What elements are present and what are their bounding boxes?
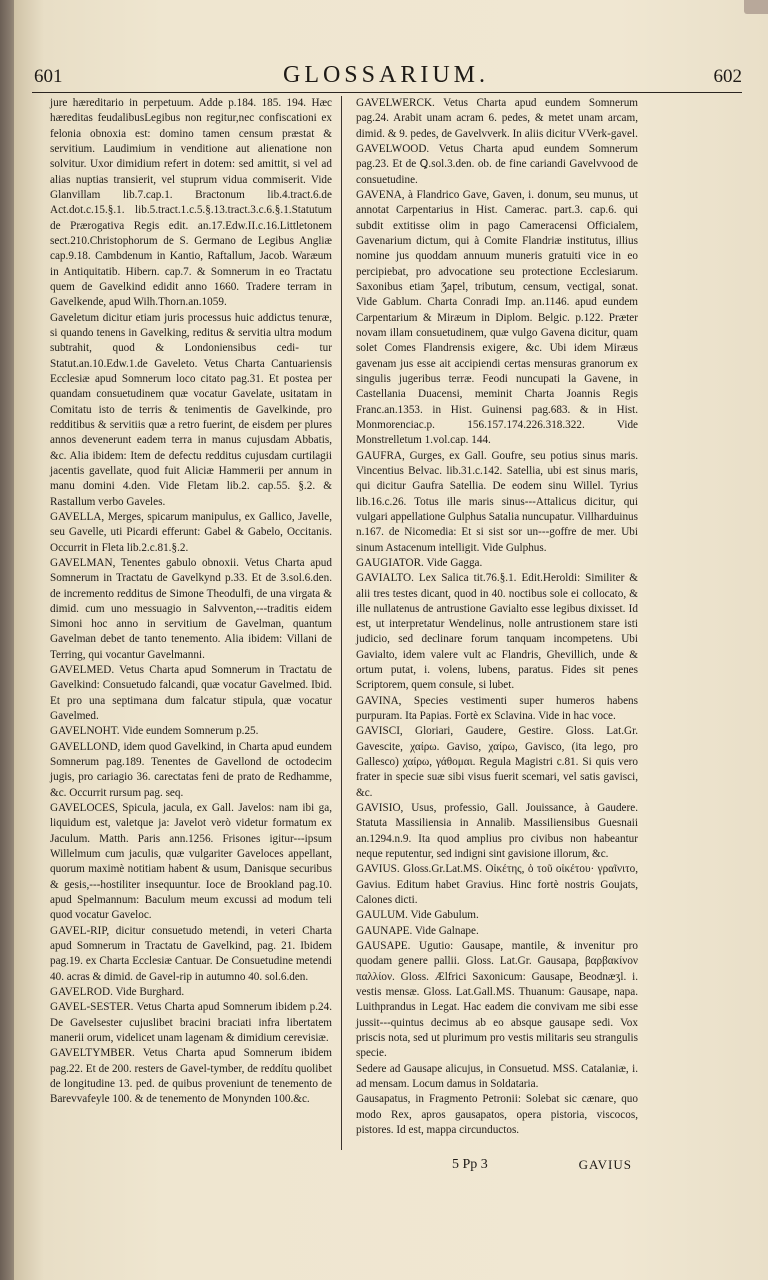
page-header [30, 62, 742, 92]
entry-gavina: GAVINA, Species vestimenti super humeros habens purpuram. Ita Papias. Fortè ex Sclavina. Vide in hac voce. [356, 694, 638, 723]
entry-gavius: GAVIUS. Gloss.Gr.Lat.MS. Οἰκέτης, ὁ τοῦ οἰκέτου· γραῖνιτο, Gavius. Editum habet Gravius. Hinc fortè nostris Goujats, Calones dicti. [356, 863, 638, 907]
left-column [50, 96, 332, 1108]
entry-gaunape: GAUNAPE. Vide Galnape. [356, 924, 479, 937]
column-divider [341, 96, 342, 1150]
entry-gaveletum: Gaveletum dicitur etiam juris processus huic addictus tenuræ, si quando tenens in Gavelking, reditus & servitia ultra modum subtrahit, quod & Londoniensibus cedi- tur Statut.an.10.Edw.1.de Gaveleto. Vetus Charta Cantuariensis Ecclesiæ apud Somnerum loco citato pag.31. Et postea per quandam consuetudinem quæ vocatur Gavelate, usitatam in Comitatu isto de terris & tenimentis de Gavelkinde, pro redditibus & servitiis quæ a retro fuerint, de eisdem per plures annos devenerunt eadem terra in manus cujusdam Abbatis, &c. Alia ibidem: Item de defectu redditus cujusdam curtilagii jacentis gavellate, quod fuit Aliciæ Hammerii per annum in manu domini 4.den. Vide Fletam lib.2. cap.55. §.2. & Rastallum verbo Gaveles. [50, 311, 332, 508]
entry-sedere-ad-gausape: Sedere ad Gausape alicujus, in Consuetud. MSS. Catalaniæ, i. ad mensam. Locum damus in Soldataria. [356, 1062, 638, 1090]
header-rule [32, 92, 742, 93]
left-page-number: 601 [34, 66, 63, 87]
right-page-number: 602 [713, 66, 742, 87]
page-footer [356, 1157, 632, 1177]
entry-gausapatus: Gausapatus, in Fragmento Petronii: Solebat sic cænare, quo modo Rex, apros gausapatos, opera pistoria, viscocos, pistores. Id est, mappa circunductos. [356, 1093, 638, 1136]
entry-gaugiator: GAUGIATOR. Vide Gagga. [356, 556, 483, 569]
catchword: GAVIUS [578, 1157, 632, 1172]
entry-gavisci: GAVISCI, Gloriari, Gaudere, Gestire. Gloss. Lat.Gr. Gavescite, χαίρω. Gaviso, χαίρω, Gavisco, (ita lego, pro Gallesco) χαίρω, γάθομαι. Regula Magistri c.81. Si quis vero frater in specie suæ sibi visus fuerit scemari, vel satis gavisci, &c. [356, 725, 638, 799]
page-tab [744, 0, 768, 14]
entry-gausape: GAUSAPE. Ugutio: Gausape, mantile, & invenitur pro quodam genere pallii. Gloss. Lat.Gr. Gausapa, βαρβακίνον παλλίον. Gloss. Ælfrici Saxonicum: Gausape, Beodnæʒl. i. vestis mensæ. Gloss. Lat.Gall.MS. Thuanum: Gausape, napa. Luithprandus in Legat. Hac eadem die convivam me sibi esse jussit---quintus decimus ab eo absque gausape sedi. Vox priscis nota, sed ut plurimum pro vestis militaris seu strangulis specie. [356, 940, 638, 1060]
entry-gavelwerck: GAVELWERCK. Vetus Charta apud eundem Somnerum pag.24. Arabit unam acram 6. pedes, & metet unam arcam, dimid. & 9. pedes, de Gavelvverk. In aliis dicitur VVerk-gavel. [356, 97, 638, 140]
entry-gavelkind-cont: jure hæreditario in perpetuum. Adde p.184. 185. 194. Hæc hæreditas feudalibusLegibus non regitur,nec confiscationi ex felonia obnoxia est: domino tamen censum præstat & servitium. Laudimium in venditione aut alienatione non solvitur. Uxor dimidium refert in dotem: sed amittit, si vel ad alias nuptias transierit, vel stuprum vidua commiserit. Vide Glanvillam lib.7.cap.1. Bractonum lib.4.tract.6.de Act.dot.c.15.§.1. lib.5.tract.1.c.5.§.13.tract.3.c.6.§.1.Statutum de Prærogativa Regis edit. an.17.Edw.II.c.16.Littletonem sect.210.Christophorum de S. Germano de Legibus Angliæ cap.9.18. Cambdenum in Kantio, Raftallum, Jacob. Waræum in Antiquitatib. Hibern. cap.7. & Somnerum in eo Tractatu quem de Gavelkind edidit anno 1660. Tradere terram in Gavelkende, apud Wilh.Thorn.an.1059. [50, 97, 332, 309]
signature-mark: 5 Pp 3 [452, 1157, 488, 1172]
entry-gavena: GAVENA, à Flandrico Gave, Gaven, i. donum, seu munus, ut annotat Carpentarius in Hist. Camerac. part.3. cap.6. qui subdit extitisse olim in pago Cameracensi Officialem, Gavenarium dictum, qui à Comite Flandriæ institutus, illius nomine jus quoddam annuum muneris gratuiti vice in eo percipiebat, pro advocatione seu protectione Ecclesiarum. Saxonibus etiam Ʒaꝼel, tributum, censum, vectigal, sonat. Vide Gablum. Charta Conradi Imp. an.1146. apud eundem Carpentarium & Miræum in Diplom. Belgic. p.122. Præter novam illam consuetudinem, quæ vulgo Gavena dicitur, quam solet Comes Flandrensis exigere, &c. Ubi idem Miræus gavenam jus esse ait accipiendi certas mensuras granorum ex singulis jugeribus terræ. Feodi nuncupati la Gavene, in Castellania Duacensi, meminit Charta Joannis Regis Franc.an.1353. in Hist. Guinensi pag.683. & in Hist. Monmorenciac.p. 156.157.174.226.318.322. Vide Monstrelletum 1.vol.cap. 144. [356, 188, 638, 447]
entry-gaulum: GAULUM. Vide Gabulum. [356, 909, 479, 922]
running-title: GLOSSARIUM. [282, 62, 490, 88]
entry-gavel-sester: GAVEL-SESTER. Vetus Charta apud Somnerum ibidem p.24. De Gavelsester cujuslibet bracini braciati infra libertatem manerii orum, videlicet unam lagenam & dimidium cerevisiæ. [50, 1001, 332, 1045]
entry-gaveloces: GAVELOCES, Spicula, jacula, ex Gall. Javelos: nam ibi ga, liquidum est, valetque ja: Javelot verò videtur formatum ex Jaculum. Matth. Paris ann.1256. Frisones igitur---ipsum Willelmum cum jaculis, quæ vulgariter Gaveloces appellant, quorum maximè notitiam habent & usum, Danisque securibus & gesis,---hostiliter insequuntur. Ioce de Brookland pag.10. apud Spelmannum: Baculum meum excussi ad modum teli quod vocatur Gaveloc. [50, 802, 332, 922]
entry-gavelman: GAVELMAN, Tenentes gabulo obnoxii. Vetus Charta apud Somnerum in Tractatu de Gavelkynd p.33. Et de 3.sol.6.den. de incremento redditus de Simone Theodulfi, de una virgata & dimid. cum uno messuagio in Salvventon,---traditis eidem Simoni hoc anno in servitium de Gavelman, quantum Gavelman debet de tanto tenemento. Alia ibidem: Villani de Terring, qui vocantur Gavelmanni. [50, 556, 332, 661]
entry-gavialto: GAVIALTO. Lex Salica tit.76.§.1. Edit.Heroldi: Similiter & alii tres testes dicant, quod in 40. noctibus sole ei collocato, & ille nullatenus de antrustione Gavialto esse legibus dixisset. Id est, ut interpretatur Wendelinus, nolle antrustionem stare isti judicio, sed declinare forum tanquam incompetens. Ubi Gavialto, idem valere vult ac Flandris, Ghevillich, unde & ortum putat, i. volens, lubens, paratus. Fides sit penes Scriptorem, quem consule, si lubet. [356, 572, 638, 692]
entry-gavelmed: GAVELMED. Vetus Charta apud Somnerum in Tractatu de Gavelkind: Consuetudo falcandi, quæ vocatur Gavelmed. Ibid. Et pro una septimana dum falcatur stipula, quæ vocatur Gavelmed. [50, 664, 332, 723]
entry-gavella: GAVELLA, Merges, spicarum manipulus, ex Gallico, Javelle, seu Gavelle, uti Picardi efferunt: Gabel & Gabelo, Occitanis. Occurrit in Fleta lib.2.c.81.§.2. [50, 510, 332, 554]
entry-gavelrod: GAVELROD. Vide Burghard. [50, 986, 185, 999]
entry-gavelwood: GAVELWOOD. Vetus Charta apud eundem Somnerum pag.23. Et de Ꝗ.sol.3.den. ob. de fine cariandi Gavelvvood de consuetudine. [356, 142, 638, 186]
entry-gavel-rip: GAVEL-RIP, dicitur consuetudo metendi, in veteri Charta apud Somnerum in Tractatu de Gavelkind, pag. 21. Ibidem pag.19. ex Charta Ecclesiæ Cantuar. De Consuetudine metendi 40. acras & dimid. de Gavel-rip in autumno 40. sol.6.den. [50, 924, 332, 983]
entry-gaufra: GAUFRA, Gurges, ex Gall. Goufre, seu potius sinus maris. Vincentius Belvac. lib.31.c.142. Satellia, ubi est sinus maris, qui dicitur Gaufra Satellia. De eodem sinu Willel. Tyrius lib.16.c.26. Totus ille maris sinus---Attalicus dicitur, qui vulgari appellatione Gulphus Satalia nuncupatur. Villharduinus n.167. de Nicomedia: Et si sist sor un---goffre de mer. Ubi sinum Astacenum intelligit. Vide Gulphus. [356, 449, 638, 554]
entry-gaveltymber: GAVELTYMBER. Vetus Charta apud Somnerum ibidem pag.22. Et de 200. resters de Gavel-tymber, de reddítu quolibet de longitudine 13. ped. de quibus proveniunt de tenemento de Barevvafeyle 100. & de tenemento de Monynden 100.&c. [50, 1047, 332, 1106]
entry-gavelnoht: GAVELNOHT. Vide eundem Somnerum p.25. [50, 725, 259, 738]
right-column [356, 96, 638, 1138]
entry-gavisio: GAVISIO, Usus, professio, Gall. Jouissance, à Gaudere. Statuta Massiliensia in Annalib. Massiliensibus Guesnaii an.1294.n.9. Ita quod amplius pro civibus non habeantur neque reputentur, sed indigni sint gavisione illorum, &c. [356, 802, 638, 861]
entry-gavellond: GAVELLOND, idem quod Gavelkind, in Charta apud eundem Somnerum pag.189. Tenentes de Gavellond de octodecim jugis, pro cariagio 36. carectatas feni de prato de Redhamme, &c. Occurrit rursum pag. seq. [50, 740, 332, 799]
